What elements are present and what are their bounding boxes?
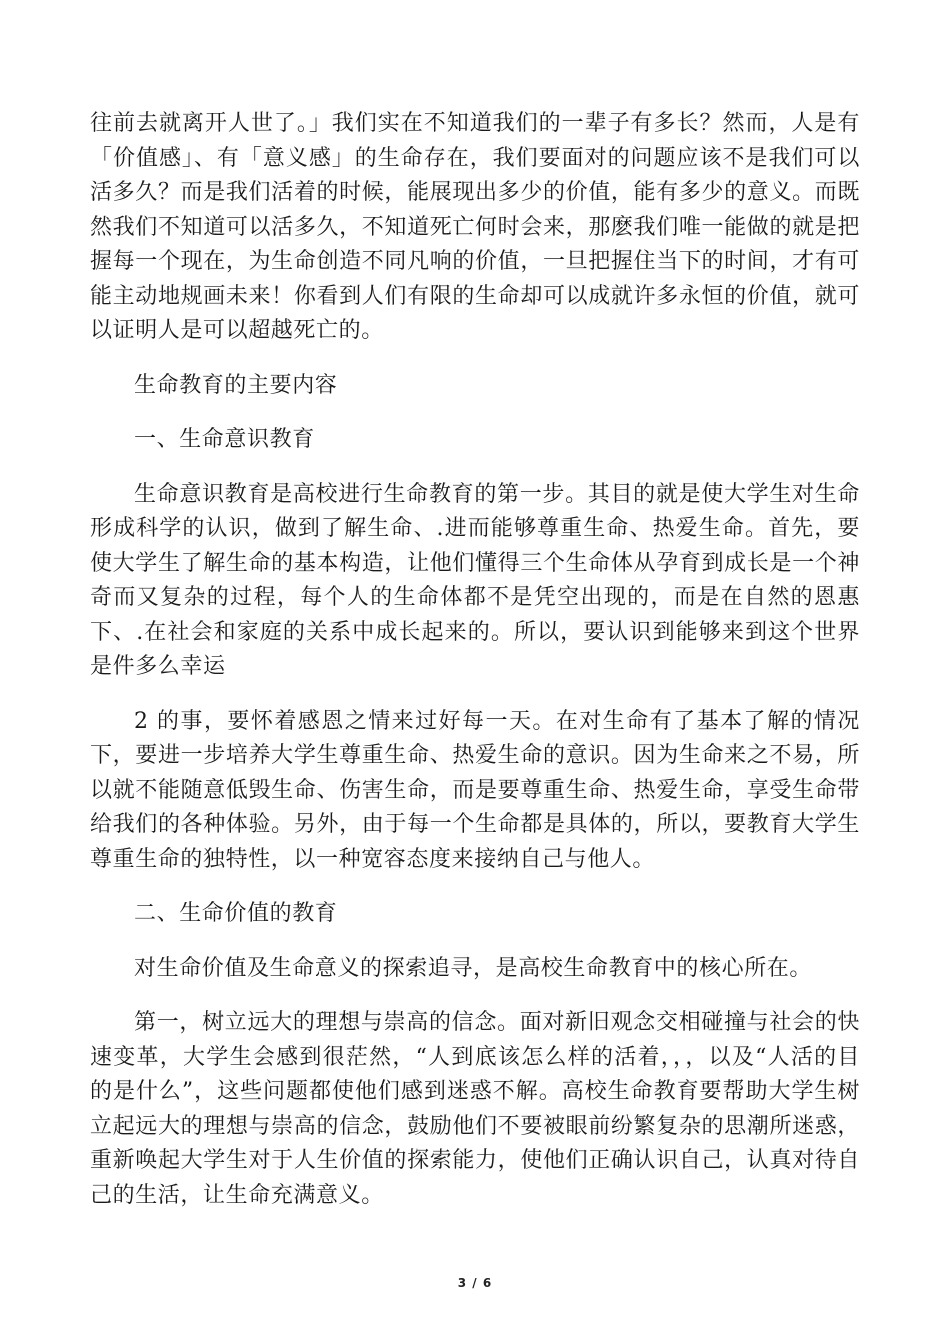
paragraph-life-awareness: 生命意识教育是高校进行生命教育的第一步。其目的就是使大学生对生命形成科学的认识，做到了解生命、.进而能够尊重生命、热爱生命。首先，要使大学生了解生命的基本构造，让他们懂得三个生命体从孕育到成长是一个神奇而又复杂的过程，每个人的生命体都不是凭空出现的，而是在自然的恩惠下、.在社会和家庭的关系中成长起来的。所以，要认识到能够来到这个世界是件多么幸运 [90, 481, 860, 679]
paragraph-value-core: 对生命价值及生命意义的探索追寻，是高校生命教育中的核心所在。 [134, 955, 813, 981]
paragraph-gratitude: 2 的事，要怀着感恩之情来过好每一天。在对生命有了基本了解的情况下，要进一步培养大学生尊重生命、热爱生命的意识。因为生命来之不易，所以就不能随意低毁生命、伤害生命，而是要尊重生命、热爱生命，享受生命带给我们的各种体验。另外，由于每一个生命都是具体的，所以，要教育大学生尊重生命的独特性，以一种宽容态度来接纳自己与他人。 [90, 708, 860, 872]
heading-section-1: 一、生命意识教育 [134, 427, 315, 452]
heading-main-content: 生命教育的主要内容 [134, 372, 338, 398]
paragraph-ideals: 第一，树立远大的理想与崇高的信念。面对新旧观念交相碰撞与社会的快速变革，大学生会感到很茫然，“人到底该怎么样的活着，，，以及“人活的目的是什么”，这些问题都使他们感到迷惑不解。高校生命教育要帮助大学生树立起远大的理想与崇高的信念，鼓励他们不要被眼前纷繁复杂的思潮所迷惑，重新唤起大学生对于人生价值的探索能力，使他们正确认识自己，认真对待自己的生活，让生命充满意义。 [90, 1010, 860, 1208]
document-body [90, 107, 860, 1213]
heading-section-2: 二、生命价值的教育 [134, 901, 338, 926]
paragraph-continuation: 往前去就离开人世了。」我们实在不知道我们的一辈子有多长？然而，人是有「价值感」、有「意义感」的生命存在，我们要面对的问题应该不是我们可以活多久？而是我们活着的时候，能展现出多少的价值，能有多少的意义。而既然我们不知道可以活多久，不知道死亡何时会来，那麽我们唯一能做的就是把握每一个现在，为生命创造不同凡响的价值，一旦把握住当下的时间，才有可能主动地规画未来！你看到人们有限的生命却可以成就许多永恒的价值，就可以证明人是可以超越死亡的。 [90, 111, 860, 343]
page-number: 3 / 6 [457, 1276, 493, 1290]
